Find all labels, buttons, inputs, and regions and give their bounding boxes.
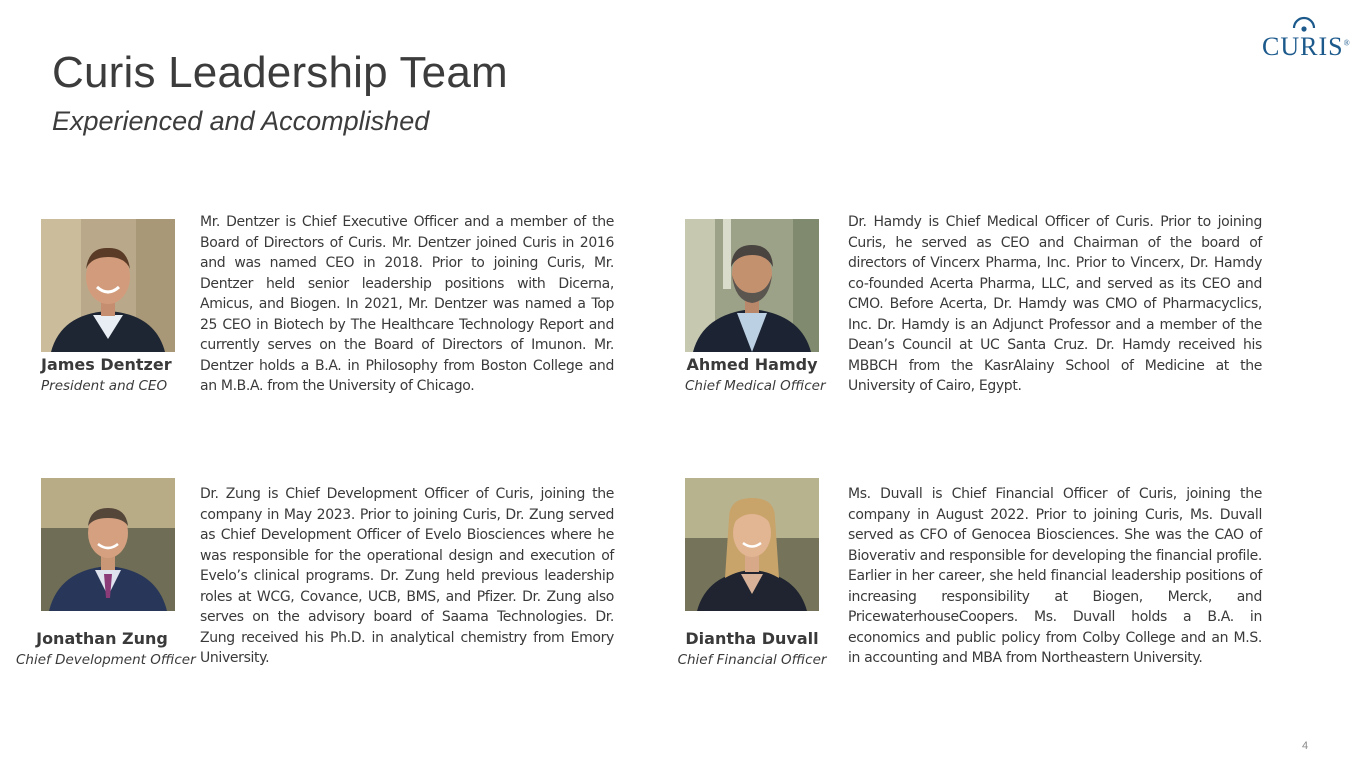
- person-role: Chief Medical Officer: [685, 378, 826, 394]
- slide-subtitle: Experienced and Accomplished: [52, 106, 430, 136]
- person-name: Ahmed Hamdy: [686, 355, 818, 374]
- james-dentzer-photo: [41, 219, 175, 352]
- person-role: President and CEO: [41, 378, 168, 394]
- page-number: 4: [1302, 740, 1309, 752]
- person-role: Chief Financial Officer: [677, 652, 827, 668]
- jonathan-zung-photo: [41, 478, 175, 611]
- person-name: Diantha Duvall: [685, 629, 819, 648]
- slide-title: Curis Leadership Team: [52, 48, 508, 97]
- logo-wordmark: CURIS®: [1262, 32, 1351, 61]
- person-bio: Dr. Zung is Chief Development Officer of Curis, joining the company in May 2023. Prior to joining Curis, Dr. Zung served as Chief Development Officer of Evelo Biosciences where he was responsible for the operational design and execution of Evelo’s clinical programs. Dr. Zung held previous leadership roles at WCG, Covance, UCB, BMS, and Pfizer. Dr. Zung also serves on the advisory board of Saama Technologies. Dr. Zung received his Ph.D. in analytical chemistry from Emory University.: [200, 486, 614, 666]
- person-bio: Mr. Dentzer is Chief Executive Officer and a member of the Board of Directors of Curis. Mr. Dentzer joined Curis in 2016 and was named CEO in 2018. Prior to joining Curis, Mr. Dentzer held senior leadership positions with Dicerna, Amicus, and Biogen. In 2021, Mr. Dentzer was named a Top 25 CEO in Biotech by The Healthcare Technology Report and currently serves on the Board of Directors of Imunon. Mr. Dentzer holds a B.A. in Philosophy from Boston College and an M.B.A. from the University of Chicago.: [200, 214, 614, 394]
- person-role: Chief Development Officer: [16, 652, 196, 668]
- ahmed-hamdy-photo: [685, 219, 819, 352]
- person-name: Jonathan Zung: [36, 629, 168, 648]
- person-name: James Dentzer: [41, 355, 172, 374]
- diantha-duvall-photo: [685, 478, 819, 611]
- person-bio: Ms. Duvall is Chief Financial Officer of Curis, joining the company in August 2022. Prior to joining Curis, Ms. Duvall served as CFO of Genocea Biosciences. She was the CAO of Bioverativ and responsible for developing the financial profile. Earlier in her career, she held financial leadership positions of increasing responsibility at Biogen, Merck, and PricewaterhouseCoopers. Ms. Duvall holds a B.A. in economics and public policy from Colby College and an M.S. in accounting and MBA from Northeastern University.: [848, 486, 1262, 666]
- person-bio: Dr. Hamdy is Chief Medical Officer of Curis. Prior to joining Curis, he served as CEO and Chairman of the board of directors of Vincerx Pharma, Inc. Prior to Vincerx, Dr. Hamdy co-founded Acerta Pharma, LLC, and served as its CEO and CMO. Before Acerta, Dr. Hamdy was CMO of Pharmacyclics, Inc. Dr. Hamdy is an Adjunct Professor and a member of the Dean’s Council at UC Santa Cruz. Dr. Hamdy received his MBBCH from the KasrAlainy School of Medicine at the University of Cairo, Egypt.: [848, 214, 1262, 394]
